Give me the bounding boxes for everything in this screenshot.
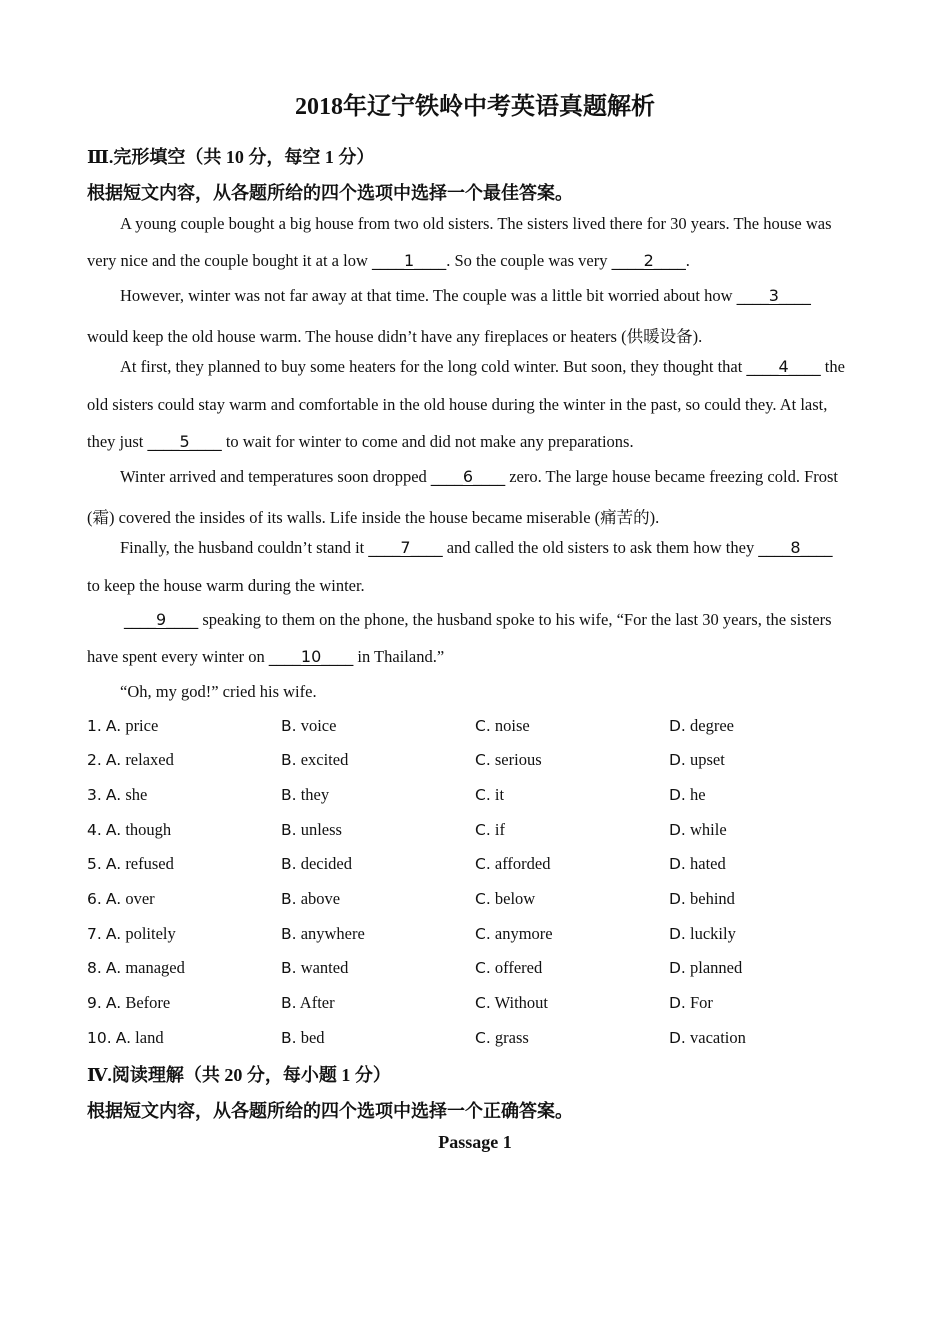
option-a bbox=[87, 785, 147, 805]
option-text: behind bbox=[690, 889, 735, 908]
option-a bbox=[87, 854, 174, 874]
passage-line: old sisters could stay warm and comfortable in the old house during the winter in the past, so could they. At last, bbox=[87, 395, 828, 414]
question-number: 8. bbox=[87, 959, 102, 977]
passage-line bbox=[124, 610, 832, 630]
option-text: decided bbox=[300, 854, 352, 873]
option-letter: B. bbox=[281, 717, 297, 735]
option-letter: C. bbox=[475, 890, 491, 908]
option-text: they bbox=[300, 785, 330, 804]
option-text: degree bbox=[690, 716, 734, 735]
passage-text: . So the couple was very bbox=[446, 251, 612, 270]
page-title: 2018年辽宁铁岭中考英语真题解析 bbox=[295, 94, 655, 120]
option-letter: C. bbox=[475, 994, 491, 1012]
option-letter: A. bbox=[105, 994, 122, 1012]
option-b bbox=[281, 750, 348, 770]
option-letter: D. bbox=[669, 821, 686, 839]
passage-text: the bbox=[820, 357, 845, 376]
passage-text: However, winter was not far away at that time. The couple was a little bit worried about how bbox=[120, 286, 737, 305]
option-text: he bbox=[690, 785, 706, 804]
options-row bbox=[87, 854, 887, 878]
option-letter: A. bbox=[105, 821, 122, 839]
options-row bbox=[87, 889, 887, 913]
option-letter: A. bbox=[105, 959, 122, 977]
option-letter: D. bbox=[669, 925, 686, 943]
option-text: above bbox=[300, 889, 341, 908]
options-row bbox=[87, 785, 887, 809]
passage-line bbox=[120, 538, 833, 558]
option-text: though bbox=[125, 820, 172, 839]
option-b bbox=[281, 993, 335, 1013]
question-number: 5. bbox=[87, 855, 102, 873]
option-text: below bbox=[494, 889, 536, 908]
question-number: 1. bbox=[87, 717, 102, 735]
option-letter: A. bbox=[105, 786, 122, 804]
passage-text: Winter arrived and temperatures soon dropped bbox=[120, 467, 431, 486]
option-letter: A. bbox=[105, 717, 122, 735]
option-text: After bbox=[299, 993, 335, 1012]
option-letter: A. bbox=[105, 890, 122, 908]
option-c bbox=[475, 716, 530, 736]
question-number: 4. bbox=[87, 821, 102, 839]
section-4-instruction: 根据短文内容，从各题所给的四个选项中选择一个正确答案。 bbox=[87, 1101, 573, 1121]
option-letter: B. bbox=[281, 890, 297, 908]
option-letter: C. bbox=[475, 786, 491, 804]
option-b bbox=[281, 958, 348, 978]
option-letter: C. bbox=[475, 855, 491, 873]
option-a bbox=[87, 1028, 164, 1048]
question-number: 2. bbox=[87, 751, 102, 769]
passage-line bbox=[87, 251, 690, 271]
option-text: bed bbox=[300, 1028, 325, 1047]
option-letter: C. bbox=[475, 925, 491, 943]
option-text: grass bbox=[494, 1028, 529, 1047]
option-d bbox=[669, 854, 726, 874]
option-letter: A. bbox=[105, 925, 122, 943]
blank-6: ____6____ bbox=[430, 467, 506, 486]
passage-line bbox=[87, 432, 634, 452]
option-text: anymore bbox=[494, 924, 553, 943]
option-c bbox=[475, 785, 504, 805]
options-row bbox=[87, 993, 887, 1017]
passage-text: and called the old sisters to ask them how they bbox=[442, 538, 759, 557]
section-3-instruction: 根据短文内容，从各题所给的四个选项中选择一个最佳答案。 bbox=[87, 183, 573, 203]
option-letter: B. bbox=[281, 855, 297, 873]
option-text: serious bbox=[494, 750, 542, 769]
blank-8: ____8____ bbox=[758, 538, 833, 557]
option-text: if bbox=[494, 820, 505, 839]
options-row bbox=[87, 1028, 887, 1052]
option-letter: D. bbox=[669, 717, 686, 735]
options-row bbox=[87, 820, 887, 844]
option-text: over bbox=[125, 889, 155, 908]
option-b bbox=[281, 924, 365, 944]
option-text: wanted bbox=[300, 958, 349, 977]
passage-line bbox=[120, 286, 811, 306]
blank-10: ____10____ bbox=[268, 647, 354, 666]
option-letter: C. bbox=[475, 1029, 491, 1047]
option-text: while bbox=[690, 820, 727, 839]
options-row bbox=[87, 958, 887, 982]
option-letter: B. bbox=[281, 925, 297, 943]
option-letter: D. bbox=[669, 890, 686, 908]
option-text: offered bbox=[494, 958, 543, 977]
option-a bbox=[87, 750, 174, 770]
option-text: price bbox=[125, 716, 159, 735]
option-text: For bbox=[690, 993, 713, 1012]
option-text: upset bbox=[690, 750, 725, 769]
option-text: excited bbox=[300, 750, 349, 769]
option-letter: D. bbox=[669, 1029, 686, 1047]
option-letter: B. bbox=[281, 786, 297, 804]
option-letter: D. bbox=[669, 994, 686, 1012]
option-letter: C. bbox=[475, 821, 491, 839]
passage-line: “Oh, my god!” cried his wife. bbox=[120, 682, 317, 701]
option-d bbox=[669, 750, 725, 770]
passage-text: have spent every winter on bbox=[87, 647, 269, 666]
passage-text: to wait for winter to come and did not make any preparations. bbox=[221, 432, 634, 451]
options-row bbox=[87, 716, 887, 740]
option-d bbox=[669, 1028, 746, 1048]
option-text: voice bbox=[300, 716, 337, 735]
passage-text: speaking to them on the phone, the husband spoke to his wife, “For the last 30 years, the sisters bbox=[198, 610, 832, 629]
option-text: it bbox=[494, 785, 505, 804]
section-4-heading: Ⅳ.阅读理解（共 20 分，每小题 1 分） bbox=[87, 1065, 391, 1085]
option-letter: D. bbox=[669, 751, 686, 769]
passage-text: zero. The large house became freezing cold. Frost bbox=[505, 467, 839, 486]
option-letter: A. bbox=[115, 1029, 132, 1047]
option-text: planned bbox=[690, 958, 743, 977]
passage-line: A young couple bought a big house from two old sisters. The sisters lived there for 30 years. The house was bbox=[120, 214, 832, 233]
passage-text: in Thailand.” bbox=[353, 647, 445, 666]
option-c bbox=[475, 750, 542, 770]
passage-title: Passage 1 bbox=[438, 1132, 512, 1152]
passage-line bbox=[87, 647, 444, 667]
option-text: managed bbox=[125, 958, 185, 977]
option-text: noise bbox=[494, 716, 530, 735]
passage-line: would keep the old house warm. The house didn’t have any fireplaces or heaters (供暖设备). bbox=[87, 327, 703, 346]
question-number: 10. bbox=[87, 1029, 112, 1047]
option-text: she bbox=[125, 785, 148, 804]
option-c bbox=[475, 889, 535, 909]
option-letter: B. bbox=[281, 994, 297, 1012]
option-c bbox=[475, 924, 553, 944]
option-letter: B. bbox=[281, 1029, 297, 1047]
option-text: relaxed bbox=[125, 750, 174, 769]
options-row bbox=[87, 750, 887, 774]
blank-3: ____3____ bbox=[736, 286, 811, 305]
option-d bbox=[669, 958, 742, 978]
option-text: Before bbox=[125, 993, 171, 1012]
option-b bbox=[281, 716, 336, 736]
passage-text: very nice and the couple bought it at a low bbox=[87, 251, 372, 270]
option-letter: B. bbox=[281, 821, 297, 839]
option-d bbox=[669, 889, 735, 909]
option-text: afforded bbox=[494, 854, 551, 873]
blank-9: ____9____ bbox=[124, 610, 199, 629]
option-text: hated bbox=[690, 854, 726, 873]
option-letter: D. bbox=[669, 855, 686, 873]
passage-line: to keep the house warm during the winter. bbox=[87, 576, 365, 595]
option-text: refused bbox=[125, 854, 174, 873]
option-b bbox=[281, 854, 352, 874]
option-letter: C. bbox=[475, 751, 491, 769]
option-a bbox=[87, 993, 170, 1013]
option-text: politely bbox=[125, 924, 176, 943]
passage-text: Finally, the husband couldn’t stand it bbox=[120, 538, 369, 557]
passage-text: At first, they planned to buy some heaters for the long cold winter. But soon, they thought that bbox=[120, 357, 747, 376]
option-a bbox=[87, 958, 185, 978]
options-row bbox=[87, 924, 887, 948]
option-text: anywhere bbox=[300, 924, 365, 943]
option-a bbox=[87, 924, 176, 944]
passage-text: they just bbox=[87, 432, 148, 451]
option-letter: A. bbox=[105, 751, 122, 769]
question-number: 9. bbox=[87, 994, 102, 1012]
question-number: 7. bbox=[87, 925, 102, 943]
option-d bbox=[669, 820, 727, 840]
section-3-heading: Ⅲ.完形填空（共 10 分，每空 1 分） bbox=[87, 147, 375, 167]
option-b bbox=[281, 820, 342, 840]
option-c bbox=[475, 993, 548, 1013]
option-d bbox=[669, 993, 713, 1013]
option-letter: A. bbox=[105, 855, 122, 873]
option-text: land bbox=[135, 1028, 164, 1047]
option-b bbox=[281, 1028, 325, 1048]
option-b bbox=[281, 889, 340, 909]
option-text: luckily bbox=[690, 924, 736, 943]
option-letter: B. bbox=[281, 959, 297, 977]
option-letter: D. bbox=[669, 959, 686, 977]
blank-7: ____7____ bbox=[368, 538, 443, 557]
option-c bbox=[475, 958, 542, 978]
blank-2: ____2____ bbox=[611, 251, 686, 270]
passage-text: . bbox=[685, 251, 690, 270]
option-letter: D. bbox=[669, 786, 686, 804]
question-number: 3. bbox=[87, 786, 102, 804]
option-c bbox=[475, 854, 550, 874]
passage-line bbox=[120, 357, 845, 377]
option-text: Without bbox=[494, 993, 548, 1012]
option-a bbox=[87, 889, 155, 909]
passage-line: (霜) covered the insides of its walls. Life inside the house became miserable (痛苦的). bbox=[87, 508, 660, 527]
option-d bbox=[669, 924, 736, 944]
option-text: unless bbox=[300, 820, 342, 839]
blank-5: ____5____ bbox=[147, 432, 222, 451]
option-d bbox=[669, 716, 734, 736]
question-number: 6. bbox=[87, 890, 102, 908]
option-a bbox=[87, 716, 158, 736]
option-text: vacation bbox=[690, 1028, 746, 1047]
option-letter: B. bbox=[281, 751, 297, 769]
option-a bbox=[87, 820, 171, 840]
option-b bbox=[281, 785, 329, 805]
passage-line bbox=[120, 467, 838, 487]
option-c bbox=[475, 820, 505, 840]
blank-4: ____4____ bbox=[746, 357, 821, 376]
blank-1: ____1____ bbox=[372, 251, 447, 270]
option-c bbox=[475, 1028, 529, 1048]
option-d bbox=[669, 785, 706, 805]
option-letter: C. bbox=[475, 959, 491, 977]
option-letter: C. bbox=[475, 717, 491, 735]
